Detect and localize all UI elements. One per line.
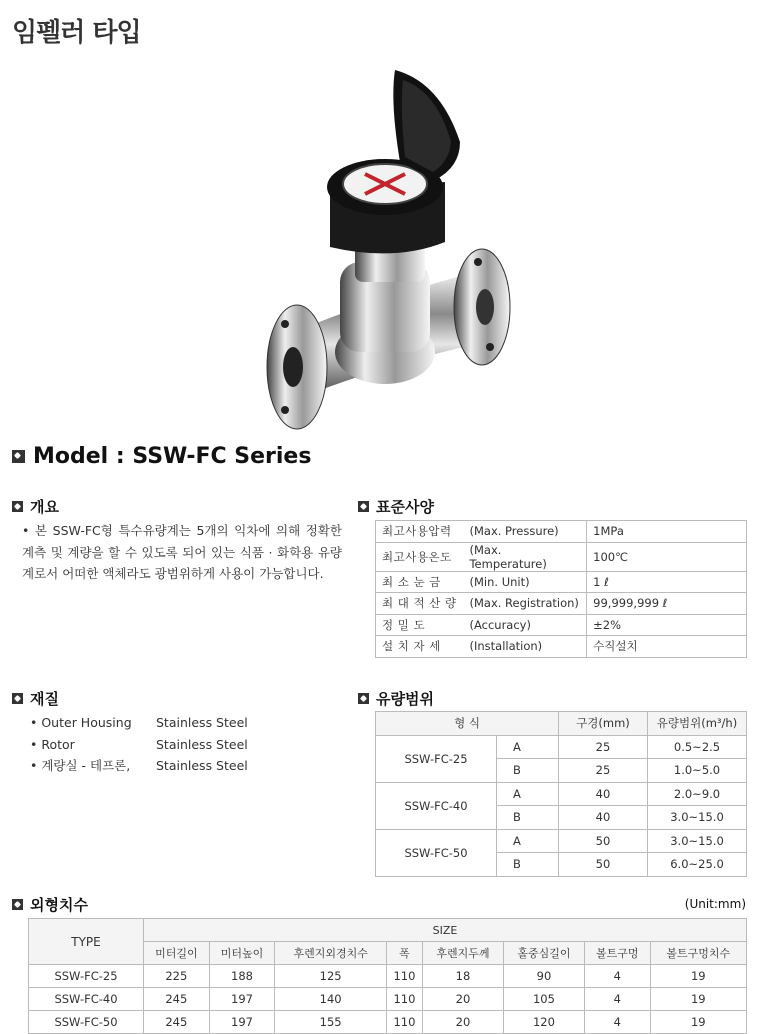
spec-row (376, 542, 747, 571)
dimensions-table (28, 918, 747, 1034)
material-list (30, 712, 248, 777)
flow-model: SSW-FC-40 (376, 782, 497, 829)
dim-header-size: SIZE (144, 919, 747, 942)
flow-class: B (497, 853, 559, 877)
flow-class: A (497, 782, 559, 806)
dim-column-header: 후렌지외경치수 (275, 942, 387, 965)
spec-value: 1MPa (587, 521, 747, 543)
flow-row (376, 829, 747, 853)
spec-value: 수직설치 (587, 636, 747, 658)
material-item (30, 734, 248, 756)
dim-value: 20 (422, 988, 503, 1011)
dim-value: 18 (422, 965, 503, 988)
square-bullet-icon (12, 501, 23, 512)
material-heading (12, 688, 59, 709)
dim-value: 197 (209, 1011, 275, 1034)
dim-column-header: 미터높이 (209, 942, 275, 965)
spec-row (376, 614, 747, 636)
spec-label-ko: 설 치 자 세 (376, 636, 464, 658)
spec-heading (358, 496, 434, 517)
dim-value: 4 (584, 965, 650, 988)
dim-value: 110 (386, 965, 422, 988)
material-value: Stainless Steel (156, 758, 248, 773)
dim-row (29, 965, 747, 988)
spec-label-en: (Max. Pressure) (463, 521, 586, 543)
flow-dia: 40 (559, 806, 648, 830)
spec-label-ko: 최고사용온도 (376, 542, 464, 571)
dim-value: 188 (209, 965, 275, 988)
spec-row (376, 593, 747, 615)
overview-text: • 본 SSW-FC형 특수유량계는 5개의 익차에 의해 정확한 계측 및 계량을 할 수 있도록 되어 있는 식품 · 화학용 유량계로서 어떠한 액체라도 광범위하게 사용이 가능합니다. (22, 523, 342, 581)
dim-value: 245 (144, 1011, 210, 1034)
flow-row (376, 735, 747, 759)
flow-range: 0.5~2.5 (648, 735, 747, 759)
dim-type: SSW-FC-50 (29, 1011, 144, 1034)
flow-header-dia: 구경(mm) (559, 712, 648, 736)
dim-column-header: 폭 (386, 942, 422, 965)
dim-column-header: 미터길이 (144, 942, 210, 965)
dim-value: 19 (650, 1011, 746, 1034)
spec-row (376, 571, 747, 593)
page-title: 임펠러 타입 (12, 18, 141, 48)
dim-value: 90 (503, 965, 584, 988)
dim-row (29, 988, 747, 1011)
material-heading-text: 재질 (30, 690, 59, 708)
dim-column-header: 후렌지두께 (422, 942, 503, 965)
dimensions-heading (12, 894, 88, 915)
dim-value: 4 (584, 1011, 650, 1034)
flow-class: B (497, 806, 559, 830)
flow-range: 2.0~9.0 (648, 782, 747, 806)
material-value: Stainless Steel (156, 715, 248, 730)
square-bullet-icon (12, 899, 23, 910)
spec-heading-text: 표준사양 (376, 498, 434, 516)
flow-class: A (497, 829, 559, 853)
dim-value: 19 (650, 988, 746, 1011)
material-part: • Rotor (30, 736, 75, 752)
material-part: • 계량실 - 테프론, (30, 758, 131, 773)
dim-value: 140 (275, 988, 387, 1011)
flow-table (375, 711, 747, 877)
dim-type: SSW-FC-25 (29, 965, 144, 988)
dim-row (29, 1011, 747, 1034)
dim-value: 20 (422, 1011, 503, 1034)
dim-value: 125 (275, 965, 387, 988)
spec-label-en: (Max. Temperature) (463, 542, 586, 571)
spec-label-en: (Min. Unit) (463, 571, 586, 593)
spec-label-en: (Max. Registration) (463, 593, 586, 615)
flow-dia: 50 (559, 853, 648, 877)
material-value: Stainless Steel (156, 736, 248, 752)
dim-value: 110 (386, 1011, 422, 1034)
flow-dia: 40 (559, 782, 648, 806)
model-title-text: Model : SSW-FC Series (33, 444, 312, 469)
dim-type: SSW-FC-40 (29, 988, 144, 1011)
dim-value: 4 (584, 988, 650, 1011)
flow-dia: 25 (559, 735, 648, 759)
spec-label-ko: 최 대 적 산 량 (376, 593, 464, 615)
dim-value: 225 (144, 965, 210, 988)
flow-header-range: 유량범위(m³/h) (648, 712, 747, 736)
flow-class: A (497, 735, 559, 759)
square-bullet-icon (358, 501, 369, 512)
spec-label-ko: 최고사용압력 (376, 521, 464, 543)
flow-range: 1.0~5.0 (648, 759, 747, 783)
dim-value: 120 (503, 1011, 584, 1034)
spec-value: 99,999,999 ℓ (587, 593, 747, 615)
square-bullet-icon (12, 450, 25, 463)
flow-row (376, 782, 747, 806)
spec-row (376, 636, 747, 658)
model-title (12, 444, 311, 469)
flow-heading (358, 688, 434, 709)
spec-table (375, 520, 747, 658)
dim-value: 110 (386, 988, 422, 1011)
dimensions-heading-text: 외형치수 (30, 896, 88, 914)
material-part: • Outer Housing (30, 715, 132, 730)
overview-heading (12, 496, 59, 517)
dim-column-header: 볼트구멍치수 (650, 942, 746, 965)
spec-value: ±2% (587, 614, 747, 636)
flow-heading-text: 유량범위 (376, 690, 434, 708)
spec-label-ko: 정 밀 도 (376, 614, 464, 636)
dim-value: 19 (650, 965, 746, 988)
flow-model: SSW-FC-25 (376, 735, 497, 782)
overview-heading-text: 개요 (30, 498, 59, 516)
square-bullet-icon (358, 693, 369, 704)
spec-value: 100℃ (587, 542, 747, 571)
dim-value: 245 (144, 988, 210, 1011)
material-item (30, 755, 248, 777)
spec-label-en: (Installation) (463, 636, 586, 658)
dim-column-header: 볼트구멍 (584, 942, 650, 965)
spec-label-ko: 최 소 눈 금 (376, 571, 464, 593)
flow-header-type: 형 식 (376, 712, 559, 736)
spec-label-en: (Accuracy) (463, 614, 586, 636)
spec-value: 1 ℓ (587, 571, 747, 593)
flow-dia: 25 (559, 759, 648, 783)
flow-meter-image (245, 62, 520, 432)
flow-range: 3.0~15.0 (648, 806, 747, 830)
spec-row (376, 521, 747, 543)
unit-label: (Unit:mm) (684, 897, 746, 911)
dim-value: 197 (209, 988, 275, 1011)
material-item (30, 712, 248, 734)
flow-class: B (497, 759, 559, 783)
dim-value: 155 (275, 1011, 387, 1034)
flow-range: 6.0~25.0 (648, 853, 747, 877)
flow-range: 3.0~15.0 (648, 829, 747, 853)
flow-dia: 50 (559, 829, 648, 853)
dim-column-header: 홀중심길이 (503, 942, 584, 965)
dim-header-type: TYPE (29, 919, 144, 965)
square-bullet-icon (12, 693, 23, 704)
flow-model: SSW-FC-50 (376, 829, 497, 876)
dim-value: 105 (503, 988, 584, 1011)
